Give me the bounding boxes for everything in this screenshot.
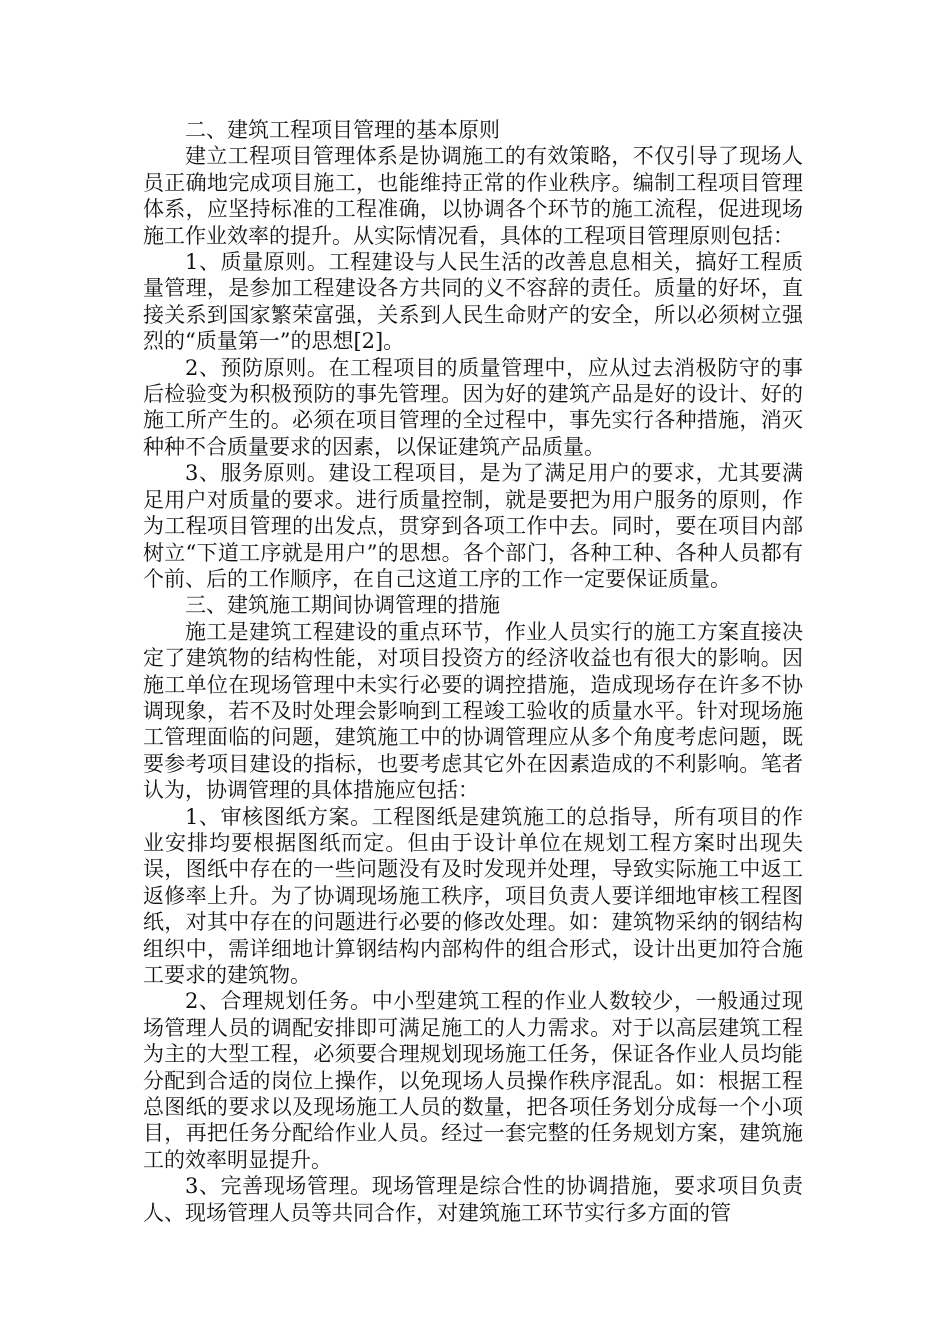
body-paragraph: 施工是建筑工程建设的重点环节，作业人员实行的施工方案直接决定了建筑物的结构性能，对项目投资方的经济收益也有很大的影响。因施工单位在现场管理中未实行必要的调控措施，造成现场存在许多不协调现象，若不及时处理会影响到工程竣工验收的质量水平。针对现场施工管理面临的问题，建筑施工中的协调管理应从多个角度考虑问题，既要参考项目建设的指标，也要考虑其它外在因素造成的不利影响。笔者认为，协调管理的具体措施应包括： <box>143 619 803 803</box>
body-paragraph: 3、完善现场管理。现场管理是综合性的协调措施，要求项目负责人、现场管理人员等共同合作，对建筑施工环节实行多方面的管 <box>143 1174 803 1225</box>
body-paragraph: 1、审核图纸方案。工程图纸是建筑施工的总指导，所有项目的作业安排均要根据图纸而定。但由于设计单位在规划工程方案时出现失误，图纸中存在的一些问题没有及时发现并处理，导致实际施工中返工返修率上升。为了协调现场施工秩序，项目负责人要详细地审核工程图纸，对其中存在的问题进行必要的修改处理。如：建筑物采纳的钢结构组织中，需详细地计算钢结构内部构件的组合形式，设计出更加符合施工要求的建筑物。 <box>143 804 803 987</box>
section-heading: 二、建筑工程项目管理的基本原则 <box>185 118 500 142</box>
section-heading: 三、建筑施工期间协调管理的措施 <box>185 593 500 618</box>
document-page <box>143 117 803 1226</box>
body-paragraph: 2、预防原则。在工程项目的质量管理中，应从过去消极防守的事后检验变为积极预防的事先管理。因为好的建筑产品是好的设计、好的施工所产生的。必须在项目管理的全过程中，事先实行各种措施，消灭种种不合质量要求的因素，以保证建筑产品质量。 <box>143 355 803 459</box>
body-paragraph: 3、服务原则。建设工程项目，是为了满足用户的要求，尤其要满足用户对质量的要求。进行质量控制，就是要把为用户服务的原则，作为工程项目管理的出发点，贯穿到各项工作中去。同时，要在项目内部树立“下道工序就是用户”的思想。各个部门，各种工种、各种人员都有个前、后的工作顺序，在自己这道工序的工作一定要保证质量。 <box>143 461 803 591</box>
body-paragraph: 2、合理规划任务。中小型建筑工程的作业人数较少，一般通过现场管理人员的调配安排即可满足施工的人力需求。对于以高层建筑工程为主的大型工程，必须要合理规划现场施工任务，保证各作业人员均能分配到合适的岗位上操作，以免现场人员操作秩序混乱。如：根据工程总图纸的要求以及现场施工人员的数量，把各项任务划分成每一个小项目，再把任务分配给作业人员。经过一套完整的任务规划方案，建筑施工的效率明显提升。 <box>143 989 803 1172</box>
body-paragraph: 1、质量原则。工程建设与人民生活的改善息息相关，搞好工程质量管理，是参加工程建设各方共同的义不容辞的责任。质量的好坏，直接关系到国家繁荣富强，关系到人民生命财产的安全，所以必须树立强烈的“质量第一”的思想[2]。 <box>143 250 803 354</box>
body-paragraph: 建立工程项目管理体系是协调施工的有效策略，不仅引导了现场人员正确地完成项目施工，也能维持正常的作业秩序。编制工程项目管理体系，应坚持标准的工程准确，以协调各个环节的施工流程，促进现场施工作业效率的提升。从实际情况看，具体的工程项目管理原则包括： <box>143 144 803 248</box>
